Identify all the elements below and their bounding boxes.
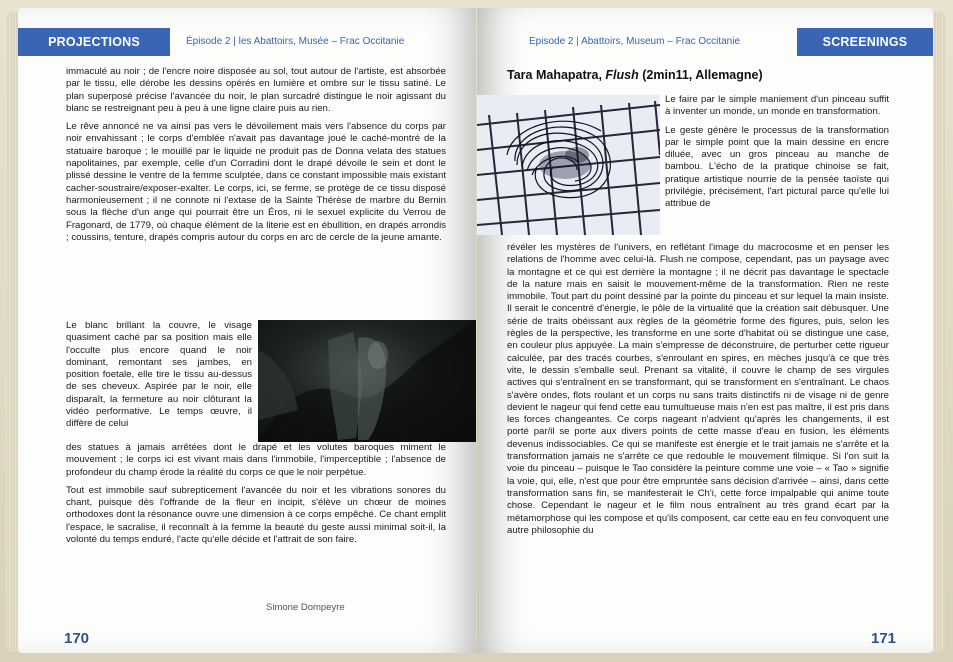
paragraph: Le geste génère le processus de la transformation par le simple point que la main dessine en encre diluée, avec un gros pinceau au manche de bambou. L'écho de la pratique chinoise se fait, pratique artistique nourrie de la pensée taoïste qui privilégie, précisément, l'art pictural parce qu'elle lui attribue de bbox=[665, 124, 889, 210]
section-tab-screenings: SCREENINGS bbox=[797, 28, 933, 56]
running-head-right: Episode 2 | Abattoirs, Museum – Frac Occitanie bbox=[529, 36, 741, 47]
page-number-right: 171 bbox=[871, 630, 897, 647]
paragraph: Tout est immobile sauf subrepticement l'avancée du noir et les vibrations sonores du chant, puisque dès l'offrande de la fleur en incipit, s'élève un chœur de moines orthodoxes dont la résonance ouvre une dimension à ce corps empêché. Ce chant emplit l'espace, le sacralise, il reconnaît à la femme la beauté du geste aussi minimal soit-il, la volonté du temps enduré, l'acte qu'elle décide et l'attrait de son faire. bbox=[66, 484, 446, 546]
left-text-bottom bbox=[66, 442, 446, 552]
paragraph: Le blanc brillant la couvre, le visage quasiment caché par sa position mais elle l'occulte plus encore quand le noir dominant, remontant ses jambes, en position foetale, elle tire le tissu au-dessus de ses cheveux. Aspirée par le noir, elle disparaît, la fermeture au noir clôturant la vidéo performative. Le temps œuvre, il diffère de celui bbox=[66, 320, 252, 430]
section-tab-projections: PROJECTIONS bbox=[18, 28, 170, 56]
right-text-wrap bbox=[665, 94, 889, 217]
left-text-top bbox=[66, 66, 446, 250]
film-work: Flush bbox=[605, 68, 639, 82]
paragraph: des statues à jamais arrêtées dont le drapé et les volutes baroques miment le mouvement ; le corps ici est vivant mais dans l'immobile, l'imperceptible ; l'absence de profondeur du champ érode la réalité du corps ce que le noir perpétue. bbox=[66, 442, 446, 478]
ink-drawing-graphic bbox=[477, 95, 660, 235]
paragraph: immaculé au noir ; de l'encre noire disposée au sol, tout autour de l'artiste, est absorbée par le tissu, elle dérobe les dessins opérés en lumière et ombre sur le tissu satiné. Le plan superposé précise l'avancée du noir, le plan surcadré distingue le noir agissant du blanc se restreignant peu à peu à une ligne claire puis au rien. bbox=[66, 66, 446, 114]
film-still-ink-drawing bbox=[477, 95, 660, 235]
film-artist: Tara Mahapatra, bbox=[507, 68, 606, 82]
page-edges-left bbox=[6, 12, 18, 652]
film-still-graphic bbox=[258, 320, 476, 442]
film-meta: (2min11, Allemagne) bbox=[638, 68, 763, 82]
right-text-full bbox=[507, 242, 889, 543]
paragraph: révéler les mystères de l'univers, en reflétant l'image du macrocosme et en penser les relations de l'homme avec celui-là. Flush ne compose, cependant, pas un paysage avec la montagne et ce qui est derrière la montagne ; il ne décrit pas davantage le spectacle de la nature mais en saisit le mouvement-même de la transformation. Rien ne reste immobile. Tout part du point dessiné par la pointe du pinceau et sur lequel la main insiste. Il serait le concentré d'énergie, le pôle de la virtualité que la création sait débusquer. Une série de traits obéissant aux règles de la géométrie forme des figures, puis, selon les règles de la perspective, les transforme en une sorte d'habitat où se distingue une case, en couleur plus appuyée. La main s'empresse de déconstruire, de perturber cette rigueur calculée, par des tracés courbes, s'enroulant en spires, en mèches jusqu'à ce que très vite, le dessin s'emballe seul. Prenant sa vitalité, il couvre le champ de ses virgules actives qui s'entraînent en se transformant, qui se transforment en s'entraînant. Le chaos s'avère ondes, flots roulant et un corps nu sans traits distinctifs ni de visage ni de genre devient le nageur qui fend cette eau tumultueuse mais n'en est pas maître, il est pris dans les forces changeantes. Ce corps nageant n'advient qu'après les changements, il est porté par/il se porte aux divers points de cette masse d'eau en fusion, les éléments devenus indissociables. Ce qui se manifeste est énergie et le trait jamais ne s'arrête et la transformation jamais ne s'arrête ce que redouble le mouvement filmique. Si l'on suit la voie du pinceau – puisque le Tao considère la peinture comme une voie – « Tao » signifie la voie, qui, elle, n'est que pour être empruntée sans décision d'arrivée – ainsi, dans cette transformation sans fin, se manifesterait le Ch'i, cette force impalpable qui anime toute chose. Cependant le nageur et le film nous entraînent au très grand écart par la métamorphose qui les compose et qu'ils composent, car cette eau en feu convoquent une autre philosophie du bbox=[507, 242, 889, 536]
film-still-photo bbox=[258, 320, 476, 442]
film-title bbox=[507, 68, 917, 82]
paragraph: Le rêve annoncé ne va ainsi pas vers le dévoilement mais vers l'absence du corps par noir envahissant ; le corps d'emblée n'avait pas davantage joué le caché-montré de la statuaire baroque ; le mouillé par le liquide ne produit pas de Donna velata des statues napolitaines, par exemple, celle d'un Corradini dont le drapé dévoile le sein et dont le plissé dessine le ventre de la femme sculptée, dans ce constant impossible mais existant cacher-soustraire/exposer-exalter. Le corps, ici, se ferme, se protège de ce tissu disposé harmonieusement ; il ne connote ni l'extase de la Sainte Thérèse de marbre du Bernin sous la flèche d'un ange qui pourrait être un Éros, ni le sexuel explicite du Verrou de Fragonard, de 1779, où chaque élément de la literie est en ébullition, en drapés arrondis ; coussins, tenture, drapés compris autour du corps en arc de cercle de la jeune amante. bbox=[66, 121, 446, 243]
page-number-left: 170 bbox=[64, 630, 90, 647]
paragraph: Le faire par le simple maniement d'un pinceau suffit à inventer un monde, un monde en transformation. bbox=[665, 94, 889, 118]
running-head-left: Épisode 2 | les Abattoirs, Musée – Frac Occitanie bbox=[186, 36, 405, 47]
page-edges-right bbox=[933, 12, 945, 652]
left-text-wrap bbox=[66, 320, 252, 437]
author-signature: Simone Dompeyre bbox=[266, 602, 345, 613]
